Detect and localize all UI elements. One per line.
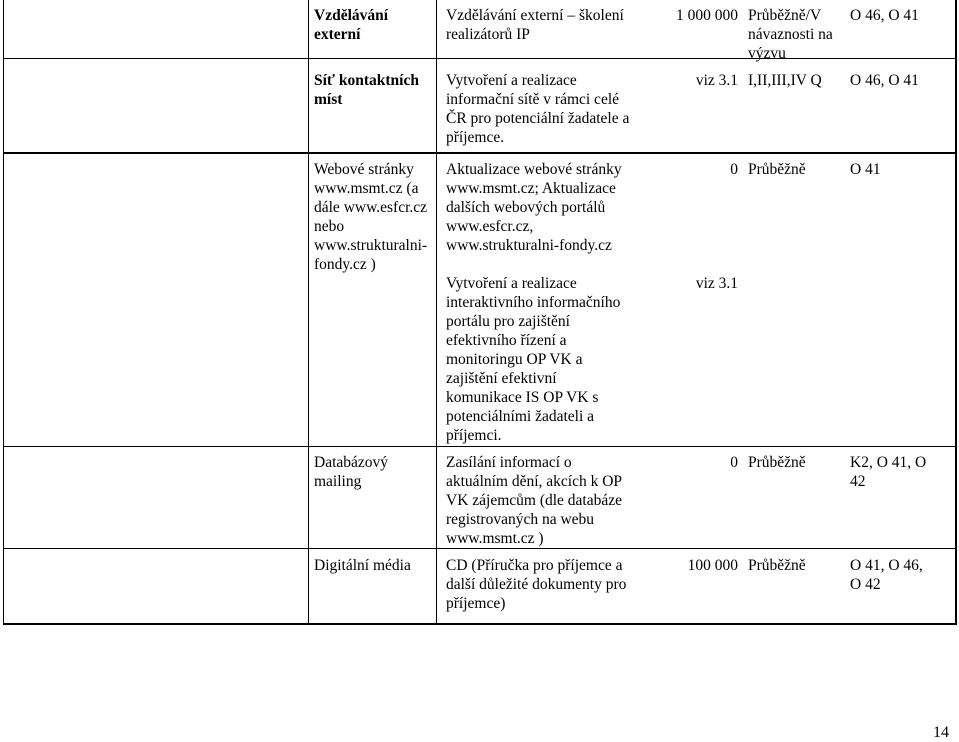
row3-description-b: Vytvoření a realizace interaktivního informačního portálu pro zajištění efektivního řízení a monitoringu OP VK a zajištění efektivní komunikace IS OP VK s potenciálními žadateli a příjemci.	[446, 275, 621, 444]
table-left-border	[308, 152, 309, 625]
row1-activity: Vzdělávání externí	[314, 7, 389, 43]
row4-description: Zasílání informací o aktuálním dění, akcích k OP VK zájemcům (dle databáze registrovaných na webu www.msmt.cz )	[446, 454, 623, 547]
row-divider	[3, 548, 957, 549]
row3-goals: O 41	[850, 161, 881, 178]
row1-amount: 1 000 000	[676, 7, 738, 24]
row3-amount: 0	[730, 161, 738, 178]
row2-amount: viz 3.1	[695, 72, 738, 89]
row4-goals: K2, O 41, O 42	[850, 454, 927, 490]
table-left-border	[308, 0, 309, 152]
row3-description-a: Aktualizace webové stránky www.msmt.cz; Aktualizace dalších webových portálů www.esfcr.cz, www.strukturalni-fondy.cz	[446, 161, 622, 254]
row4-activity: Databázový mailing	[314, 454, 389, 490]
row2-goals: O 46, O 41	[850, 72, 919, 89]
row1-timing: Průběžně/V návaznosti na výzvu	[748, 7, 833, 62]
row3-amount-ref: viz 3.1	[695, 275, 738, 292]
row2-description: Vytvoření a realizace informační sítě v rámci celé ČR pro potenciální žadatele a příjemce.	[446, 72, 630, 146]
table-bottom-border-short	[3, 623, 198, 625]
row5-description: CD (Příručka pro příjemce a další důležité dokumenty pro příjemce)	[446, 557, 627, 612]
table-col2-divider	[436, 0, 437, 625]
row1-description: Vzdělávání externí – školení realizátorů IP	[446, 7, 624, 43]
row1-goals: O 46, O 41	[850, 7, 919, 24]
row2-activity: Síť kontaktních míst	[314, 72, 419, 108]
row5-goals: O 41, O 46, O 42	[850, 557, 923, 593]
row5-timing: Průběžně	[748, 557, 806, 574]
page-number: 14	[933, 724, 949, 741]
row5-amount: 100 000	[687, 557, 738, 574]
row-divider	[3, 446, 957, 447]
row4-timing: Průběžně	[748, 454, 806, 471]
row-divider	[3, 152, 957, 154]
row5-activity: Digitální média	[314, 557, 411, 574]
row4-amount: 0	[730, 454, 738, 471]
row3-timing: Průběžně	[748, 161, 806, 178]
row3-activity: Webové stránky www.msmt.cz (a dále www.esfcr.cz nebo www.strukturalni-fondy.cz )	[314, 161, 428, 273]
row2-timing: I,II,III,IV Q	[748, 72, 822, 89]
table-right-border	[955, 0, 957, 625]
table-left-border-outer	[3, 0, 4, 625]
